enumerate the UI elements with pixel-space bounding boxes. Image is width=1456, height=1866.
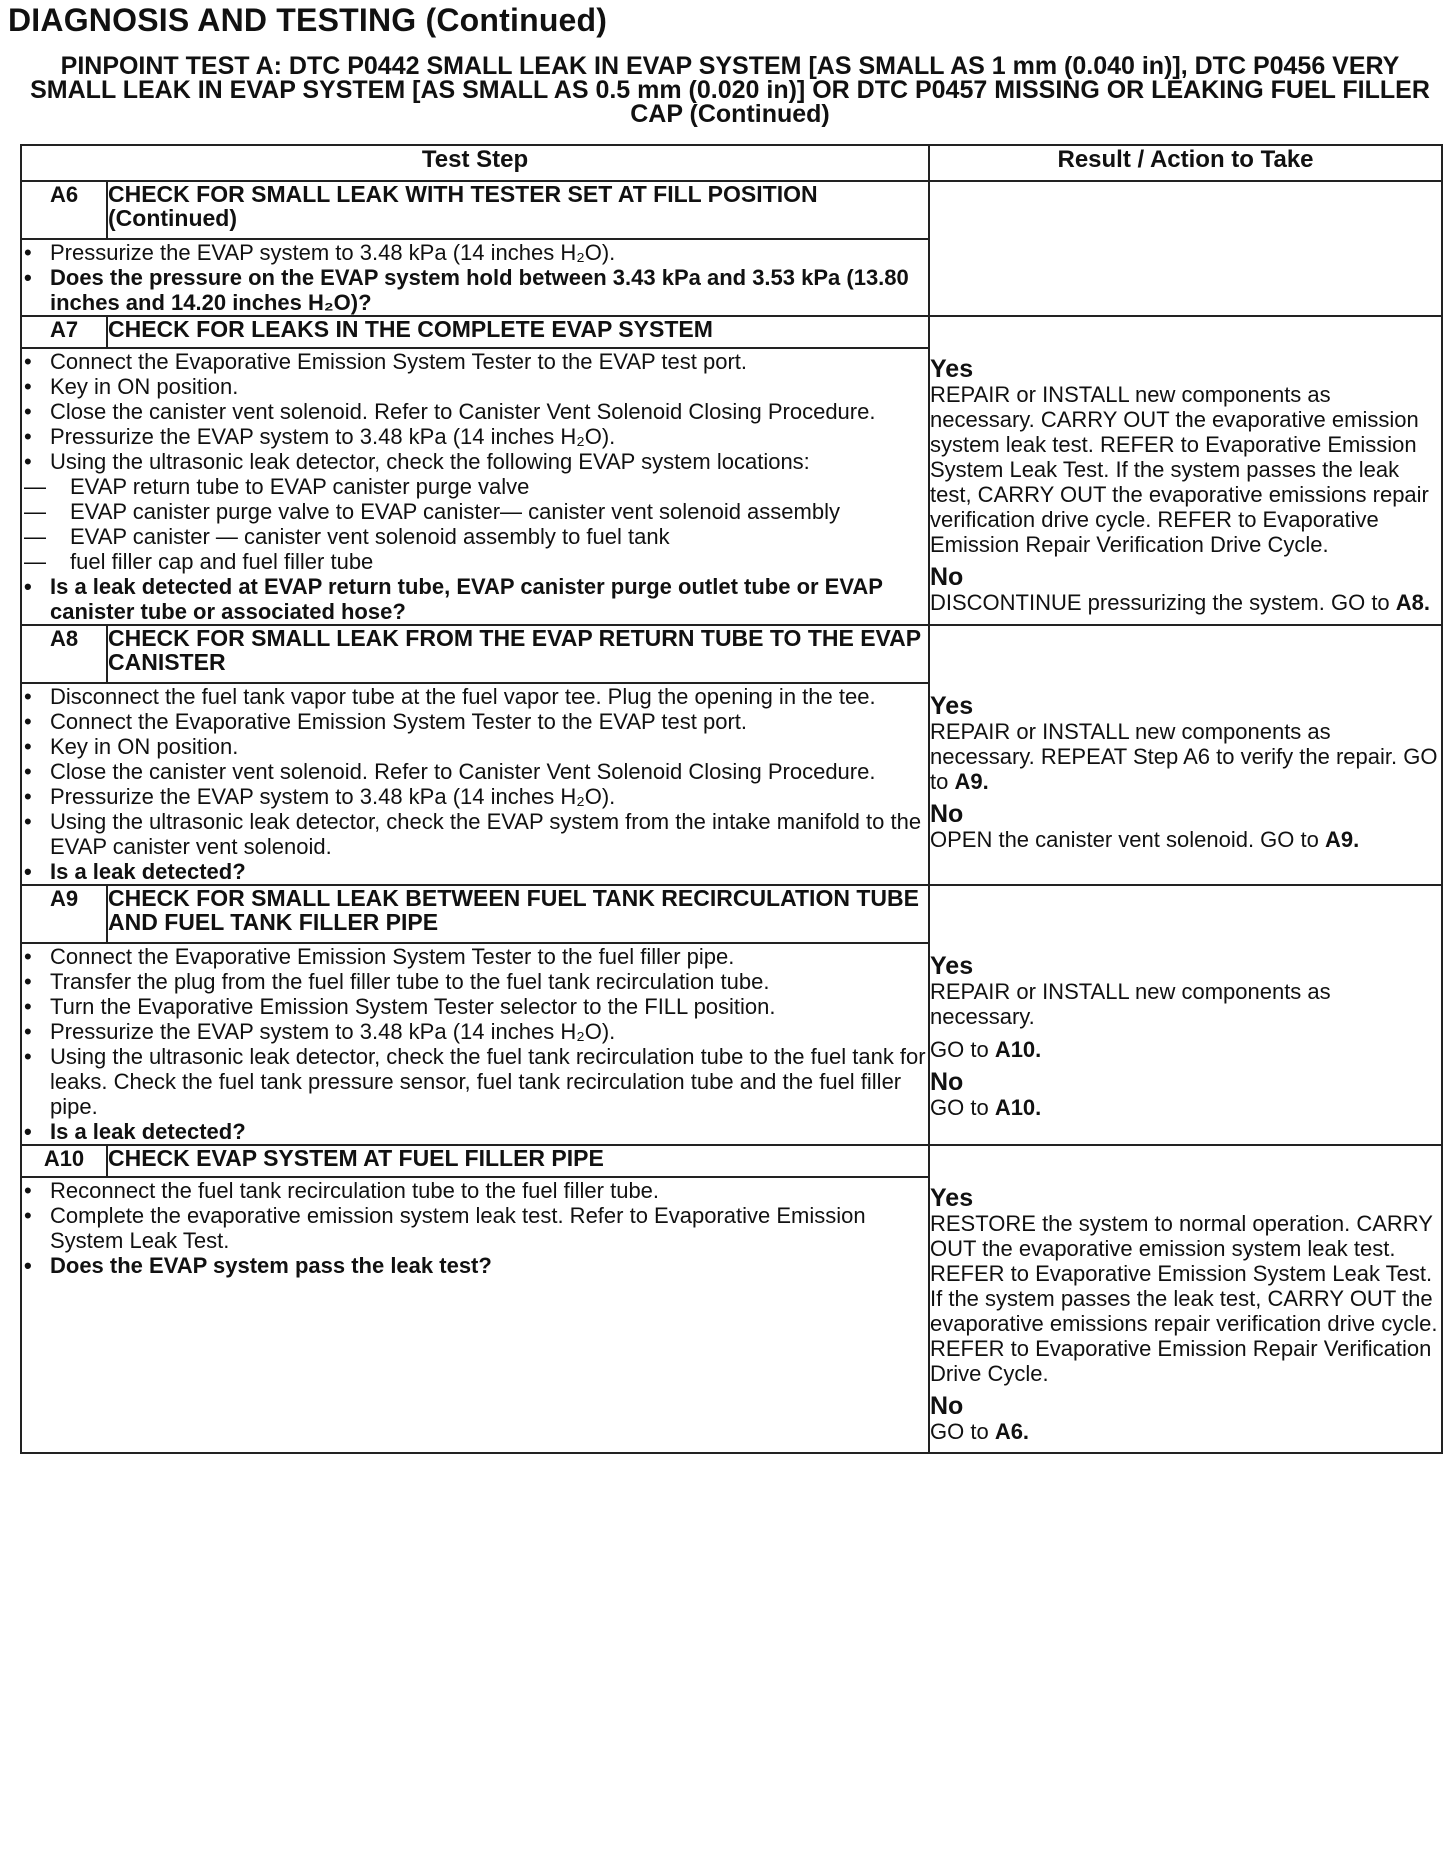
goto-step-link[interactable]: A10. xyxy=(994,1095,1042,1120)
no-label: No xyxy=(930,563,964,591)
step-title: CHECK EVAP SYSTEM AT FUEL FILLER PIPE xyxy=(107,1145,929,1177)
step-question: • Is a leak detected at EVAP return tube, EVAP canister purge outlet tube or EVAP canister tube or associated hose? xyxy=(50,574,928,624)
step-a7-title-row xyxy=(21,316,1442,348)
list-item: • Close the canister vent solenoid. Refer to Canister Vent Solenoid Closing Procedure. xyxy=(50,399,928,424)
list-item: • Pressurize the EVAP system to 3.48 kPa (14 inches H₂O). xyxy=(50,784,928,809)
yes-label: Yes xyxy=(930,692,974,720)
test-step-table xyxy=(20,144,1443,1454)
step-question: • Is a leak detected? xyxy=(50,859,928,884)
step-a9-title-row xyxy=(21,885,1442,943)
list-item: • Using the ultrasonic leak detector, check the following EVAP system locations: xyxy=(50,449,928,474)
no-action xyxy=(930,1095,1441,1120)
list-item: • Pressurize the EVAP system to 3.48 kPa (14 inches H₂O). xyxy=(50,1019,928,1044)
list-item: • Disconnect the fuel tank vapor tube at the fuel vapor tee. Plug the opening in the tee. xyxy=(50,684,928,709)
step-title: CHECK FOR SMALL LEAK FROM THE EVAP RETURN TUBE TO THE EVAP CANISTER xyxy=(107,625,929,683)
step-a8-result xyxy=(929,625,1442,885)
step-a10-body xyxy=(21,1177,929,1453)
sub-list-item: — fuel filler cap and fuel filler tube xyxy=(70,549,928,574)
step-question: • Is a leak detected? xyxy=(50,1119,928,1144)
yes-goto xyxy=(930,1037,1441,1062)
list-item: • Key in ON position. xyxy=(50,374,928,399)
step-number: A9 xyxy=(21,885,107,943)
step-a6-body xyxy=(21,239,929,316)
no-action xyxy=(930,827,1441,852)
list-item: • Connect the Evaporative Emission System Tester to the EVAP test port. xyxy=(50,709,928,734)
no-action-text: GO to xyxy=(930,1419,989,1444)
step-number: A6 xyxy=(21,181,107,239)
list-item: • Pressurize the EVAP system to 3.48 kPa (14 inches H₂O). xyxy=(50,240,928,265)
step-a9-result xyxy=(929,885,1442,1145)
no-action-text: DISCONTINUE pressurizing the system. GO to xyxy=(930,590,1390,615)
yes-label: Yes xyxy=(930,1184,974,1212)
step-a8-body xyxy=(21,683,929,885)
step-title: CHECK FOR SMALL LEAK WITH TESTER SET AT FILL POSITION (Continued) xyxy=(107,181,929,239)
list-item: • Using the ultrasonic leak detector, check the EVAP system from the intake manifold to the EVAP canister vent solenoid. xyxy=(50,809,928,859)
list-item: • Reconnect the fuel tank recirculation tube to the fuel filler tube. xyxy=(50,1178,928,1203)
step-number: A8 xyxy=(21,625,107,683)
step-a10-title-row xyxy=(21,1145,1442,1177)
yes-label: Yes xyxy=(930,952,974,980)
list-item: • Pressurize the EVAP system to 3.48 kPa (14 inches H₂O). xyxy=(50,424,928,449)
sub-list-item: — EVAP return tube to EVAP canister purge valve xyxy=(70,474,928,499)
yes-action: RESTORE the system to normal operation. CARRY OUT the evaporative emission system leak test. REFER to Evaporative Emission System Leak Test. If the system passes the leak test, CARRY OUT the evaporative emissions repair verification drive cycle. REFER to Evaporative Emission Repair Verification Drive Cycle. xyxy=(930,1211,1438,1386)
list-item: • Complete the evaporative emission system leak test. Refer to Evaporative Emission System Leak Test. xyxy=(50,1203,928,1253)
yes-goto-text: GO to xyxy=(930,1037,989,1062)
page-title: DIAGNOSIS AND TESTING (Continued) xyxy=(8,2,608,38)
no-label: No xyxy=(930,1392,964,1420)
no-action xyxy=(930,1419,1441,1444)
list-item: • Close the canister vent solenoid. Refer to Canister Vent Solenoid Closing Procedure. xyxy=(50,759,928,784)
step-question: • Does the EVAP system pass the leak test? xyxy=(50,1253,928,1278)
step-title: CHECK FOR SMALL LEAK BETWEEN FUEL TANK RECIRCULATION TUBE AND FUEL TANK FILLER PIPE xyxy=(107,885,929,943)
header-result-action: Result / Action to Take xyxy=(929,145,1442,181)
no-label: No xyxy=(930,800,964,828)
sub-list-item: — EVAP canister purge valve to EVAP canister— canister vent solenoid assembly xyxy=(70,499,928,524)
list-item: • Transfer the plug from the fuel filler tube to the fuel tank recirculation tube. xyxy=(50,969,928,994)
no-action xyxy=(930,590,1441,615)
header-test-step: Test Step xyxy=(21,145,929,181)
step-number: A7 xyxy=(21,316,107,348)
sub-list-item: — EVAP canister — canister vent solenoid assembly to fuel tank xyxy=(70,524,928,549)
yes-action: REPAIR or INSTALL new components as necessary. xyxy=(930,979,1331,1029)
no-action-text: GO to xyxy=(930,1095,989,1120)
no-label: No xyxy=(930,1068,964,1096)
list-item: • Connect the Evaporative Emission System Tester to the fuel filler pipe. xyxy=(50,944,928,969)
step-a6-title-row xyxy=(21,181,1442,239)
list-item: • Turn the Evaporative Emission System Tester selector to the FILL position. xyxy=(50,994,928,1019)
yes-action xyxy=(930,719,1441,794)
goto-step-link[interactable]: A10. xyxy=(994,1037,1042,1062)
list-item: • Connect the Evaporative Emission System Tester to the EVAP test port. xyxy=(50,349,928,374)
no-action-text: OPEN the canister vent solenoid. GO to xyxy=(930,827,1319,852)
pinpoint-test-title: PINPOINT TEST A: DTC P0442 SMALL LEAK IN EVAP SYSTEM [AS SMALL AS 1 mm (0.040 in)], DTC P0456 VERY SMALL LEAK IN EVAP SYSTEM [AS SMALL AS 0.5 mm (0.020 in)] OR DTC P0457 MISSING OR LEAKING FUEL FILLER CAP (Continued) xyxy=(30,52,1430,128)
step-a6-result xyxy=(929,181,1442,316)
step-title: CHECK FOR LEAKS IN THE COMPLETE EVAP SYSTEM xyxy=(107,316,929,348)
step-a9-body xyxy=(21,943,929,1145)
goto-step-link[interactable]: A9. xyxy=(1324,827,1360,852)
step-a7-result xyxy=(929,316,1442,625)
yes-action-text: REPAIR or INSTALL new components as necessary. REPEAT Step A6 to verify the repair. GO to xyxy=(930,719,1438,794)
goto-step-link[interactable]: A9. xyxy=(954,769,989,794)
table-header-row xyxy=(21,145,1442,181)
step-number: A10 xyxy=(21,1145,107,1177)
step-question: • Does the pressure on the EVAP system hold between 3.43 kPa and 3.53 kPa (13.80 inches and 14.20 inches H₂O)? xyxy=(50,265,928,315)
yes-label: Yes xyxy=(930,355,974,383)
goto-step-link[interactable]: A6. xyxy=(994,1419,1030,1444)
step-a7-body xyxy=(21,348,929,625)
list-item: • Key in ON position. xyxy=(50,734,928,759)
goto-step-link[interactable]: A8. xyxy=(1395,590,1431,615)
step-a8-title-row xyxy=(21,625,1442,683)
step-a10-result xyxy=(929,1145,1442,1453)
list-item: • Using the ultrasonic leak detector, check the fuel tank recirculation tube to the fuel tank for leaks. Check the fuel tank pressure sensor, fuel tank recirculation tube and the fuel filler pipe. xyxy=(50,1044,928,1119)
yes-action: REPAIR or INSTALL new components as necessary. CARRY OUT the evaporative emission system leak test. REFER to Evaporative Emission System Leak Test. If the system passes the leak test, CARRY OUT the evaporative emissions repair verification drive cycle. REFER to Evaporative Emission Repair Verification Drive Cycle. xyxy=(930,382,1429,557)
